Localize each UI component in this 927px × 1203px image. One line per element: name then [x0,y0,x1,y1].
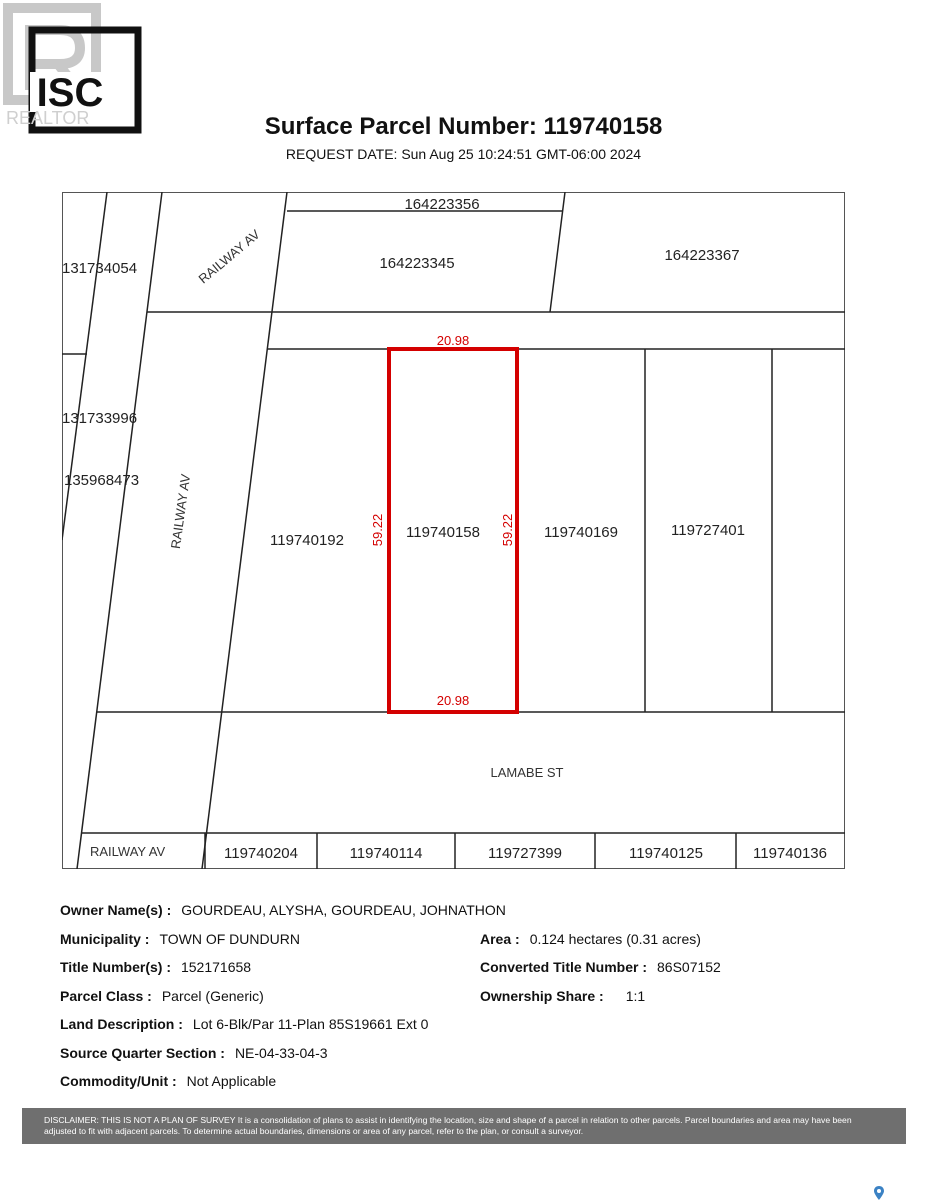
logo-watermark-text: REALTOR [6,108,90,128]
parcel-119727401: 119727401 [671,522,745,539]
owner-label: Owner Name(s) : [60,902,172,918]
location-pin-icon[interactable] [874,1186,884,1203]
parcel-164223356: 164223356 [404,196,480,213]
owner-row [60,902,506,918]
parcel-164223367: 164223367 [664,247,740,264]
converted-title-row [480,959,721,975]
parcel-119740158: 119740158 [406,524,480,541]
area-value: 0.124 hectares (0.31 acres) [529,931,701,947]
parcel-map [62,192,845,869]
converted-title-value: 86S07152 [657,959,721,975]
logo-text: ISC [36,71,104,115]
street-railway-mid: RAILWAY AV [167,473,194,550]
street-lamabe: LAMABE ST [490,765,564,780]
dimension-top: 20.98 [436,333,470,348]
parcel-131734054: 131734054 [62,260,138,277]
parcel-class-value: Parcel (Generic) [161,988,264,1004]
parcel-119740136: 119740136 [753,845,827,862]
parcel-119727399: 119727399 [488,845,562,862]
street-railway-bottom: RAILWAY AV [90,844,166,859]
quarter-section-row [60,1045,328,1061]
commodity-row [60,1073,276,1089]
municipality-label: Municipality : [60,931,150,947]
dimension-right: 59.22 [500,513,515,547]
title-label: Title Number(s) : [60,959,171,975]
land-description-row [60,1016,428,1032]
parcel-119740192: 119740192 [270,532,344,549]
page-title: Surface Parcel Number: 119740158 [264,113,663,140]
converted-title-label: Converted Title Number : [480,959,647,975]
ownership-share-label: Ownership Share : [480,988,604,1004]
request-date: REQUEST DATE: Sun Aug 25 10:24:51 GMT-06:00 2024 [285,146,642,162]
commodity-value: Not Applicable [186,1073,277,1089]
ownership-share-value: 1:1 [625,988,646,1004]
parcel-119740114: 119740114 [349,845,423,862]
area-label: Area : [480,931,520,947]
parcel-class-label: Parcel Class : [60,988,152,1004]
area-row [480,931,701,947]
land-description-label: Land Description : [60,1016,183,1032]
quarter-section-label: Source Quarter Section : [60,1045,225,1061]
commodity-label: Commodity/Unit : [60,1073,177,1089]
parcel-119740204: 119740204 [224,845,298,862]
parcel-119740169: 119740169 [544,524,618,541]
street-railway-top: RAILWAY AV [195,226,263,287]
parcel-class-row [60,988,264,1004]
parcel-119740125: 119740125 [629,845,703,862]
title-row [60,959,251,975]
title-value: 152171658 [180,959,252,975]
dimension-left: 59.22 [370,513,385,547]
parcel-131733996: 131733996 [62,410,138,427]
owner-value: GOURDEAU, ALYSHA, GOURDEAU, JOHNATHON [181,902,506,918]
disclaimer-bar: DISCLAIMER: THIS IS NOT A PLAN OF SURVEY It is a consolidation of plans to assist in identifying the location, size and shape of a parcel in relation to other parcels. Parcel boundaries and area may have been adjusted to fit with adjacent parcels. To determine actual boundaries, dimensions or area of any parcel, refer to the plan, or consult a surveyor. [22,1108,906,1144]
municipality-row [60,931,300,947]
municipality-value: TOWN OF DUNDURN [159,931,300,947]
dimension-bottom: 20.98 [436,693,470,708]
land-description-value: Lot 6-Blk/Par 11-Plan 85S19661 Ext 0 [192,1016,429,1032]
parcel-135968473: 135968473 [64,472,140,489]
ownership-share-row [480,988,645,1004]
parcel-164223345: 164223345 [379,255,455,272]
quarter-section-value: NE-04-33-04-3 [234,1045,328,1061]
